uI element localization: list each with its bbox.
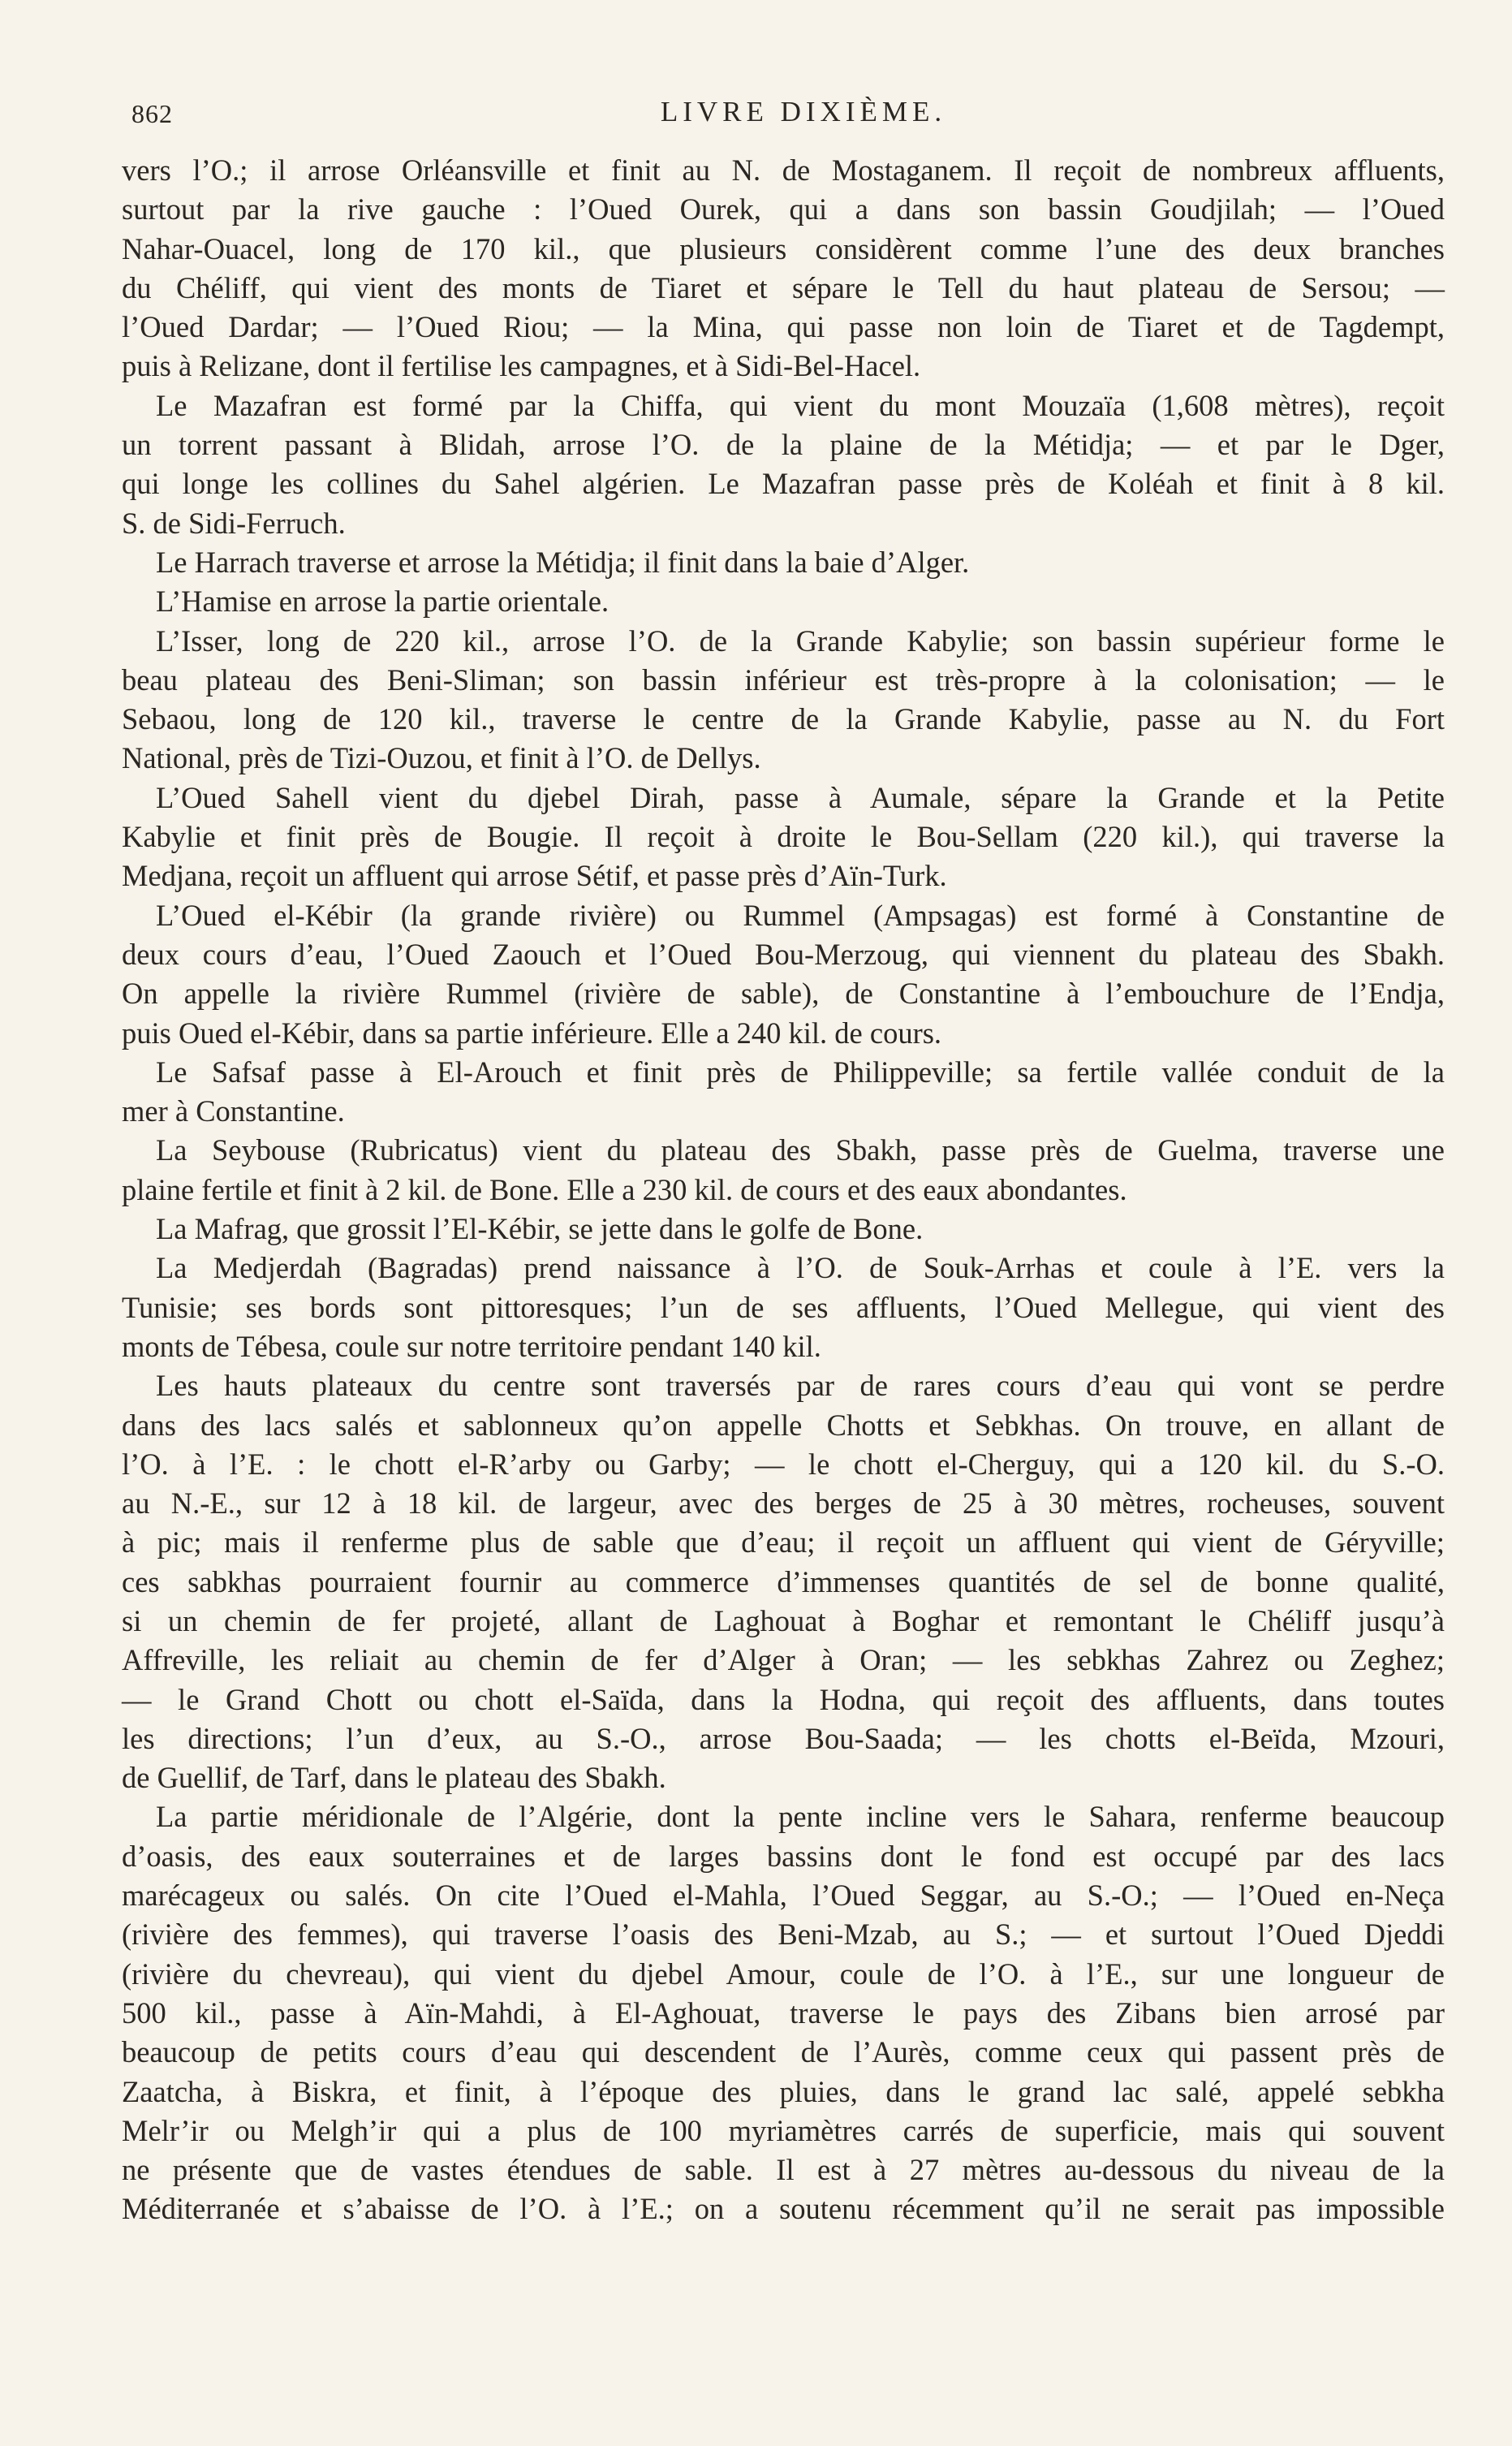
running-title: LIVRE DIXIÈME. <box>660 96 947 127</box>
text-line: (rivière des femmes), qui traverse l’oasis des Beni-Mzab, au S.; — et surtout l’Oued Djeddi <box>122 1918 1445 1952</box>
body-text <box>122 151 1445 2229</box>
text-line: l’O. à l’E. : le chott el-R’arby ou Garby; — le chott el-Cherguy, qui a 120 kil. du S.-O. <box>122 1447 1445 1481</box>
text-line: d’oasis, des eaux souterraines et de larges bassins dont le fond est occupé par des lacs <box>122 1839 1445 1873</box>
text-line: Le Mazafran est formé par la Chiffa, qui vient du mont Mouzaïa (1,608 mètres), reçoit <box>156 388 1445 422</box>
text-line: Medjana, reçoit un affluent qui arrose Sétif, et passe près d’Aïn-Turk. <box>122 859 947 893</box>
running-head <box>122 96 1437 132</box>
text-line: qui longe les collines du Sahel algérien. Le Mazafran passe près de Koléah et finit à 8 kil. <box>122 467 1445 501</box>
text-line: S. de Sidi-Ferruch. <box>122 506 346 540</box>
text-line: monts de Tébesa, coule sur notre territoire pendant 140 kil. <box>122 1329 821 1363</box>
text-line: beaucoup de petits cours d’eau qui descendent de l’Aurès, comme ceux qui passent près de <box>122 2035 1445 2069</box>
text-line: On appelle la rivière Rummel (rivière de sable), de Constantine à l’embouchure de l’Endja, <box>122 977 1445 1011</box>
text-line: à pic; mais il renferme plus de sable que d’eau; il reçoit un affluent qui vient de Géryville; <box>122 1525 1445 1559</box>
text-line: Kabylie et finit près de Bougie. Il reçoit à droite le Bou-Sellam (220 kil.), qui traverse la <box>122 820 1445 854</box>
text-line: — le Grand Chott ou chott el-Saïda, dans la Hodna, qui reçoit des affluents, dans toutes <box>122 1682 1445 1716</box>
text-line: les directions; l’un d’eux, au S.-O., arrose Bou-Saada; — les chotts el-Beïda, Mzouri, <box>122 1721 1445 1755</box>
text-line: La Mafrag, que grossit l’El-Kébir, se jette dans le golfe de Bone. <box>156 1212 924 1246</box>
text-line: plaine fertile et finit à 2 kil. de Bone. Elle a 230 kil. de cours et des eaux abondantes. <box>122 1172 1127 1206</box>
text-line: Sebaou, long de 120 kil., traverse le centre de la Grande Kabylie, passe au N. du Fort <box>122 702 1445 736</box>
text-line: Les hauts plateaux du centre sont traversés par de rares cours d’eau qui vont se perdre <box>156 1369 1445 1403</box>
text-line: mer à Constantine. <box>122 1094 345 1128</box>
text-line: dans des lacs salés et sablonneux qu’on appelle Chotts et Sebkhas. On trouve, en allant de <box>122 1408 1445 1442</box>
text-line: La Medjerdah (Bagradas) prend naissance à l’O. de Souk-Arrhas et coule à l’E. vers la <box>156 1251 1445 1285</box>
text-line: surtout par la rive gauche : l’Oued Ourek, qui a dans son bassin Goudjilah; — l’Oued <box>122 192 1445 226</box>
text-line: de Guellif, de Tarf, dans le plateau des Sbakh. <box>122 1761 666 1795</box>
text-line: marécageux ou salés. On cite l’Oued el-Mahla, l’Oued Seggar, au S.-O.; — l’Oued en-Neça <box>122 1879 1445 1913</box>
text-line: L’Isser, long de 220 kil., arrose l’O. de la Grande Kabylie; son bassin supérieur forme le <box>156 623 1445 658</box>
text-line: Tunisie; ses bords sont pittoresques; l’un de ses affluents, l’Oued Mellegue, qui vient des <box>122 1290 1445 1324</box>
text-line: Zaatcha, à Biskra, et finit, à l’époque des pluies, dans le grand lac salé, appelé sebkha <box>122 2074 1445 2108</box>
text-line: Nahar-Ouacel, long de 170 kil., que plusieurs considèrent comme l’une des deux branches <box>122 231 1445 265</box>
page-number: 862 <box>131 99 173 128</box>
text-line: ne présente que de vastes étendues de sable. Il est à 27 mètres au-dessous du niveau de la <box>122 2153 1445 2187</box>
text-line: du Chéliff, qui vient des monts de Tiaret et sépare le Tell du haut plateau de Sersou; — <box>122 270 1445 304</box>
text-line: L’Hamise en arrose la partie orientale. <box>156 585 610 619</box>
text-line: Le Harrach traverse et arrose la Métidja; il finit dans la baie d’Alger. <box>156 545 970 579</box>
text-line: puis Oued el-Kébir, dans sa partie inférieure. Elle a 240 kil. de cours. <box>122 1016 942 1050</box>
text-line: au N.-E., sur 12 à 18 kil. de largeur, avec des berges de 25 à 30 mètres, rocheuses, souvent <box>122 1486 1445 1521</box>
text-line: Méditerranée et s’abaisse de l’O. à l’E.; on a soutenu récemment qu’il ne serait pas impossible <box>122 2192 1445 2226</box>
text-line: National, près de Tizi-Ouzou, et finit à l’O. de Dellys. <box>122 741 761 775</box>
text-line: vers l’O.; il arrose Orléansville et finit au N. de Mostaganem. Il reçoit de nombreux affluents, <box>122 153 1445 187</box>
text-line: La Seybouse (Rubricatus) vient du plateau des Sbakh, passe près de Guelma, traverse une <box>156 1133 1445 1167</box>
text-line: beau plateau des Beni-Sliman; son bassin inférieur est très-propre à la colonisation; — le <box>122 662 1445 697</box>
text-line: si un chemin de fer projeté, allant de Laghouat à Boghar et remontant le Chéliff jusqu’à <box>122 1603 1445 1637</box>
text-line: (rivière du chevreau), qui vient du djebel Amour, coule de l’O. à l’E., sur une longueur de <box>122 1956 1445 1991</box>
text-line: 500 kil., passe à Aïn-Mahdi, à El-Aghouat, traverse le pays des Zibans bien arrosé par <box>122 1995 1445 2030</box>
text-line: puis à Relizane, dont il fertilise les campagnes, et à Sidi-Bel-Hacel. <box>122 349 921 383</box>
text-line: Affreville, les reliait au chemin de fer d’Alger à Oran; — les sebkhas Zahrez ou Zeghez; <box>122 1643 1445 1677</box>
text-line: Melr’ir ou Melgh’ir qui a plus de 100 myriamètres carrés de superficie, mais qui souvent <box>122 2113 1445 2147</box>
text-line: un torrent passant à Blidah, arrose l’O. de la plaine de la Métidja; — et par le Dger, <box>122 428 1445 462</box>
text-line: L’Oued el-Kébir (la grande rivière) ou Rummel (Ampsagas) est formé à Constantine de <box>156 898 1445 932</box>
text-line: La partie méridionale de l’Algérie, dont la pente incline vers le Sahara, renferme beaucoup <box>156 1800 1445 1834</box>
text-line: ces sabkhas pourraient fournir au commerce d’immenses quantités de sel de bonne qualité, <box>122 1564 1445 1598</box>
text-line: deux cours d’eau, l’Oued Zaouch et l’Oued Bou-Merzoug, qui viennent du plateau des Sbakh. <box>122 937 1445 971</box>
text-line: l’Oued Dardar; — l’Oued Riou; — la Mina, qui passe non loin de Tiaret et de Tagdempt, <box>122 310 1445 344</box>
text-line: Le Safsaf passe à El-Arouch et finit près de Philippeville; sa fertile vallée conduit de la <box>156 1055 1445 1089</box>
text-line: L’Oued Sahell vient du djebel Dirah, passe à Aumale, sépare la Grande et la Petite <box>156 780 1445 814</box>
